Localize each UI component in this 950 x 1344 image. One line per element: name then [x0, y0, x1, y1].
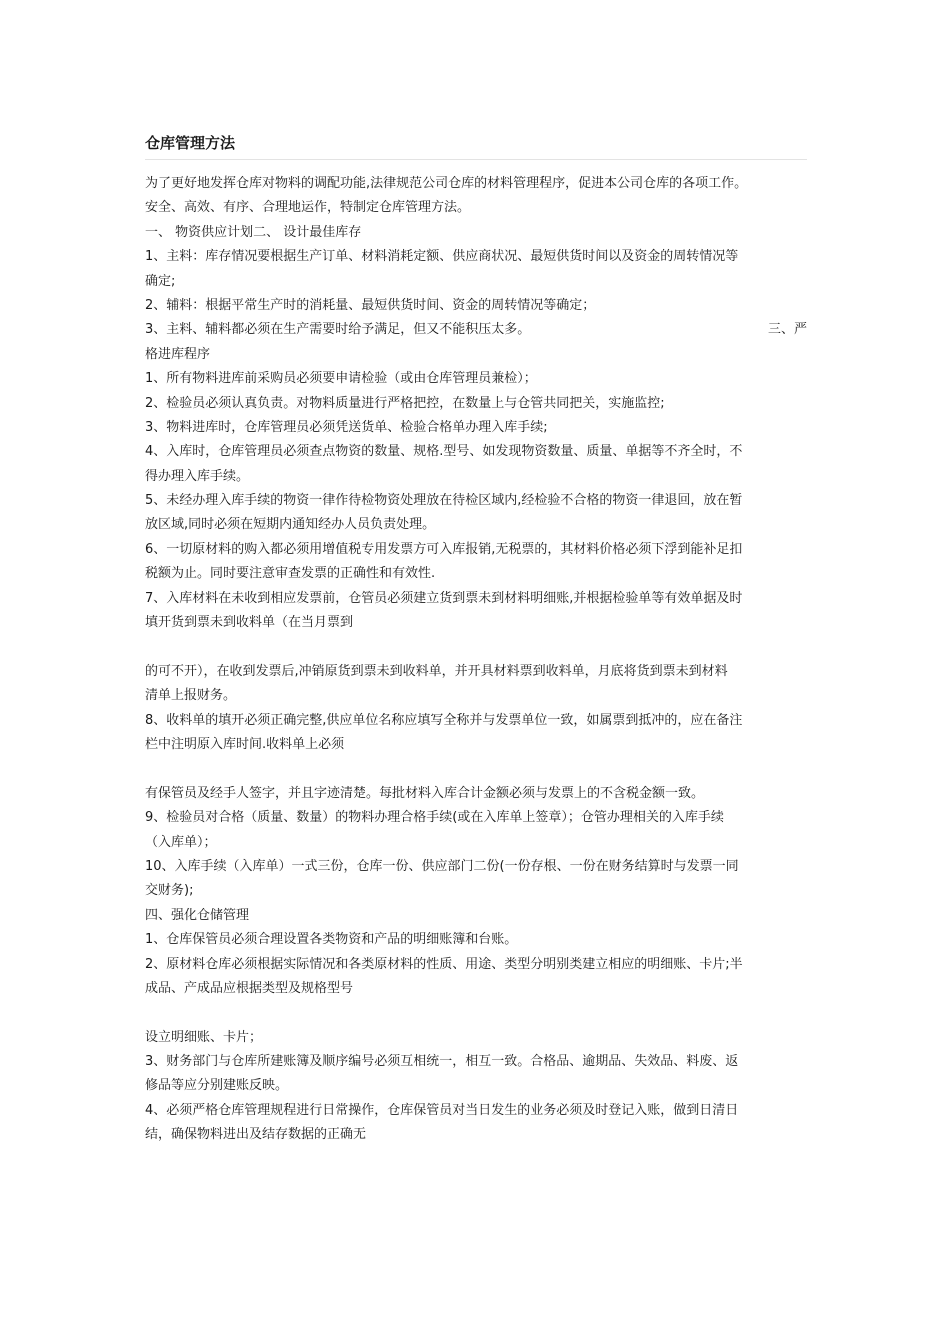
- text-line: 4、必须严格仓库管理规程进行日常操作，仓库保管员对当日发生的业务必须及时登记入账，做到日清日: [145, 1102, 739, 1118]
- text-line: 栏中注明原入库时间.收料单上必须: [145, 736, 345, 752]
- section-heading-start: 三、严: [767, 322, 807, 338]
- text-line: 设立明细账、卡片；: [145, 1029, 263, 1045]
- text-line: 8、收料单的填开必须正确完整,供应单位名称应填写全称并与发票单位一致，如属票到抵冲的，应在备注: [145, 712, 743, 728]
- title-divider: [145, 159, 807, 160]
- document-body: [145, 172, 807, 1148]
- text-line: 税额为止。同时要注意审查发票的正确性和有效性.: [145, 566, 436, 582]
- text-line: 5、未经办理入库手续的物资一律作待检物资处理放在待检区域内,经检验不合格的物资一律退回，放在暂: [145, 493, 743, 509]
- text-line: 4、入库时，仓库管理员必须查点物资的数量、规格.型号、如发现物资数量、质量、单据等不齐全时，不: [145, 444, 743, 460]
- text-line: 7、入库材料在未收到相应发票前，仓管员必须建立货到票未到材料明细账,并根据检验单等有效单据及时: [145, 590, 743, 606]
- section-heading: 四、强化仓储管理: [145, 907, 250, 923]
- text-line: 1、所有物料进库前采购员必须要申请检验（或由仓库管理员兼检）；: [145, 371, 537, 387]
- document-page: [145, 132, 807, 1148]
- text-line: 10、入库手续（入库单）一式三份，仓库一份、供应部门二份(一份存根、一份在财务结算时与发票一同: [145, 858, 739, 874]
- text-line: 9、检验员对合格（质量、数量）的物料办理合格手续(或在入库单上签章）；仓管办理相关的入库手续: [145, 810, 724, 826]
- text-line: 交财务);: [145, 883, 194, 899]
- text-line: 3、财务部门与仓库所建账簿及顺序编号必须互相统一，相互一致。合格品、逾期品、失效品、料废、返: [145, 1054, 739, 1070]
- text-segment: 3、主料、辅料都必须在生产需要时给予满足，但又不能积压太多。: [145, 322, 531, 338]
- text-line: 得办理入库手续。: [145, 468, 250, 484]
- text-line: [145, 318, 807, 342]
- section-heading: 一、 物资供应计划二、 设计最佳库存: [145, 224, 362, 240]
- text-line: 3、物料进库时，仓库管理员必须凭送货单、检验合格单办理入库手续;: [145, 419, 548, 435]
- text-line: （入库单）；: [145, 834, 217, 850]
- text-line: 的可不开），在收到发票后,冲销原货到票未到收料单，并开具材料票到收料单，月底将货到票未到材料: [145, 663, 728, 679]
- blank-line: [145, 635, 807, 659]
- text-line: 1、主料：库存情况要根据生产订单、材料消耗定额、供应商状况、最短供货时间以及资金的周转情况等: [145, 249, 739, 265]
- page-title: 仓库管理方法: [145, 134, 236, 152]
- text-line: 6、一切原材料的购入都必须用增值税专用发票方可入库报销,无税票的，其材料价格必须下浮到能补足扣: [145, 541, 743, 557]
- blank-line: [145, 1001, 807, 1025]
- text-line: 填开货到票未到收料单（在当月票到: [145, 615, 354, 631]
- text-line: 结，确保物料进出及结存数据的正确无: [145, 1127, 367, 1143]
- text-line: 清单上报财务。: [145, 688, 237, 704]
- text-line: 2、原材料仓库必须根据实际情况和各类原材料的性质、用途、类型分明别类建立相应的明细账、卡片;半: [145, 956, 743, 972]
- text-line: 放区域,同时必须在短期内通知经办人员负责处理。: [145, 517, 436, 533]
- text-line: 确定;: [145, 273, 176, 289]
- text-line: 2、辅料：根据平常生产时的消耗量、最短供货时间、资金的周转情况等确定；: [145, 297, 596, 313]
- text-line: 为了更好地发挥仓库对物料的调配功能,法律规范公司仓库的材料管理程序，促进本公司仓库的各项工作。: [145, 176, 748, 191]
- text-line: 安全、高效、有序、合理地运作，特制定仓库管理方法。: [145, 200, 471, 216]
- text-line: 1、仓库保管员必须合理设置各类物资和产品的明细账簿和台账。: [145, 932, 518, 948]
- text-line: 2、检验员必须认真负责。对物料质量进行严格把控，在数量上与仓管共同把关，实施监控;: [145, 395, 665, 411]
- text-line: 有保管员及经手人签字，并且字迹清楚。每批材料入库合计金额必须与发票上的不含税金额一致。: [145, 785, 705, 801]
- text-line: 修品等应分别建账反映。: [145, 1078, 289, 1094]
- blank-line: [145, 757, 807, 781]
- section-heading-end: 格进库程序: [145, 346, 211, 362]
- text-line: 成品、产成品应根据类型及规格型号: [145, 980, 354, 996]
